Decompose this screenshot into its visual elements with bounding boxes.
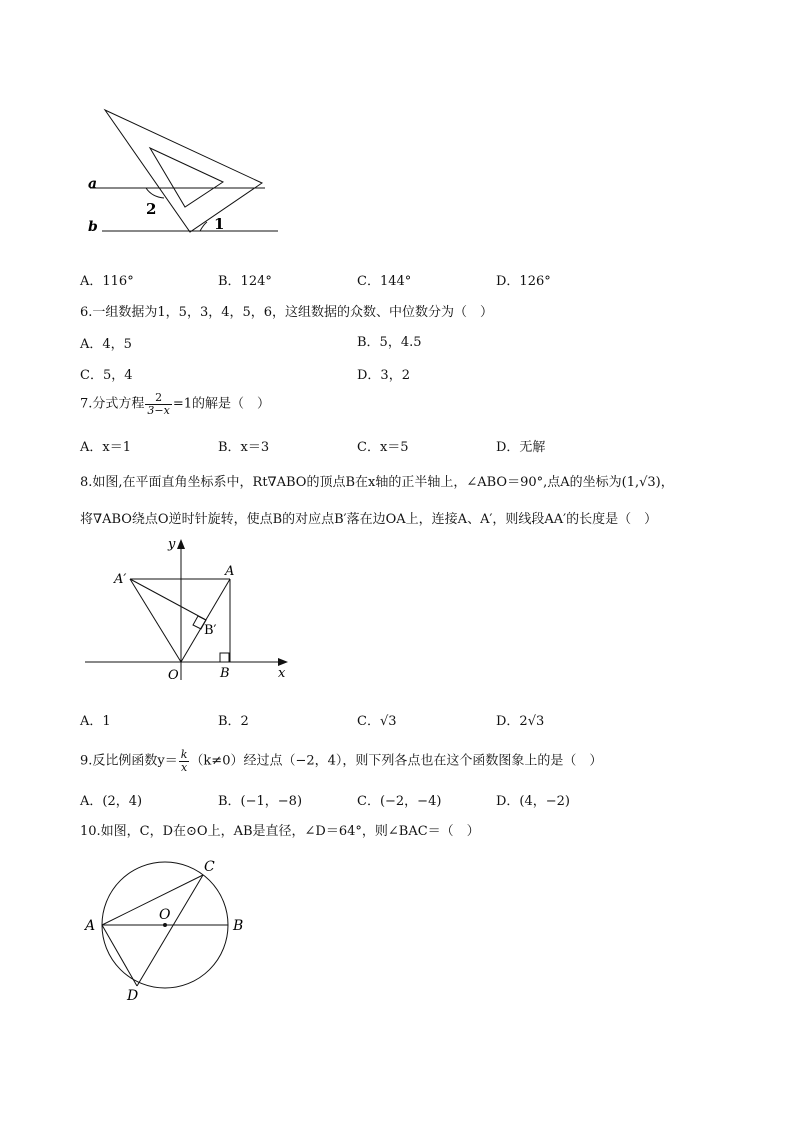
point-label-o: O [168,668,179,683]
q7-fraction-numerator: 2 [145,392,171,405]
q7-stem-prefix: 7.分式方程 [80,396,145,412]
q7-option-c: C．x＝5 [357,440,409,455]
q8-stem-line-1: 8.如图,在平面直角坐标系中，Rt∇ABO的顶点B在x轴的正半轴上，∠ABO＝90°,点A的坐标为(1,√3)， [80,475,674,490]
q9-option-a: A．(2，4) [80,794,143,809]
q10-stem: 10.如图，C，D在⊙O上，AB是直径，∠D＝64°，则∠BAC＝（ ） [80,824,480,839]
point-label-b-prime: B′ [204,623,217,638]
coordinate-rotation-figure [80,535,295,685]
q7-option-b: B．x＝3 [218,440,270,455]
angle-label-2: 2 [146,200,157,218]
line-label-a: a [88,176,98,192]
point-label-b: B [233,918,244,934]
q7-option-a: A．x＝1 [80,440,131,455]
q9-fraction-denominator: x [180,760,188,774]
q6-option-c: C．5，4 [80,368,133,383]
axis-label-y: y [168,537,176,552]
point-label-a: A [85,918,96,934]
set-square-parallel-lines-figure [80,100,290,245]
q9-fraction-numerator: k [180,748,188,761]
angle-label-1: 1 [214,215,225,233]
q7-option-d: D．无解 [496,440,546,455]
q7-stem [80,392,270,416]
q6-option-b: B．5，4.5 [357,335,422,350]
q9-stem-suffix: （k≠0）经过点（−2，4），则下列各点也在这个函数图象上的是（ ） [190,753,603,769]
point-label-d: D [127,988,139,1004]
q7-fraction-denominator: 3−x [147,403,170,417]
q5-option-c: C．144° [357,274,412,289]
q5-option-a: A．116° [80,274,134,289]
q6-option-a: A．4，5 [80,337,132,352]
q9-option-c: C．(−2，−4) [357,794,442,809]
q8-option-a: A．1 [80,714,111,729]
q7-fraction [145,392,171,416]
point-label-a: A [225,564,235,579]
q8-stem-line-2: 将∇ABO绕点O逆时针旋转，使点B的对应点B′落在边OA上，连接A、A′，则线段AA′的长度是（ ） [80,512,658,527]
q5-option-b: B．124° [218,274,272,289]
q9-stem [80,749,602,773]
q9-stem-prefix: 9.反比例函数y＝ [80,753,178,769]
point-label-c: C [204,859,215,875]
q9-option-d: D．(4，−2) [496,794,571,809]
axis-label-x: x [278,666,286,681]
circle-diameter-figure [80,855,255,1005]
q9-option-b: B．(−1，−8) [218,794,303,809]
q8-option-d: D．2√3 [496,714,545,729]
point-label-b: B [220,666,230,681]
line-label-b: b [88,219,98,235]
point-label-o: O [159,907,171,923]
q8-option-b: B．2 [218,714,249,729]
q9-fraction [179,749,190,773]
q8-option-c: C．√3 [357,714,397,729]
q7-stem-suffix: =1的解是（ ） [172,396,270,412]
q5-option-d: D．126° [496,274,551,289]
point-label-a-prime: A′ [114,572,127,587]
q6-stem: 6.一组数据为1，5，3，4，5，6，这组数据的众数、中位数分为（ ） [80,305,494,320]
q6-option-d: D．3，2 [357,368,410,383]
